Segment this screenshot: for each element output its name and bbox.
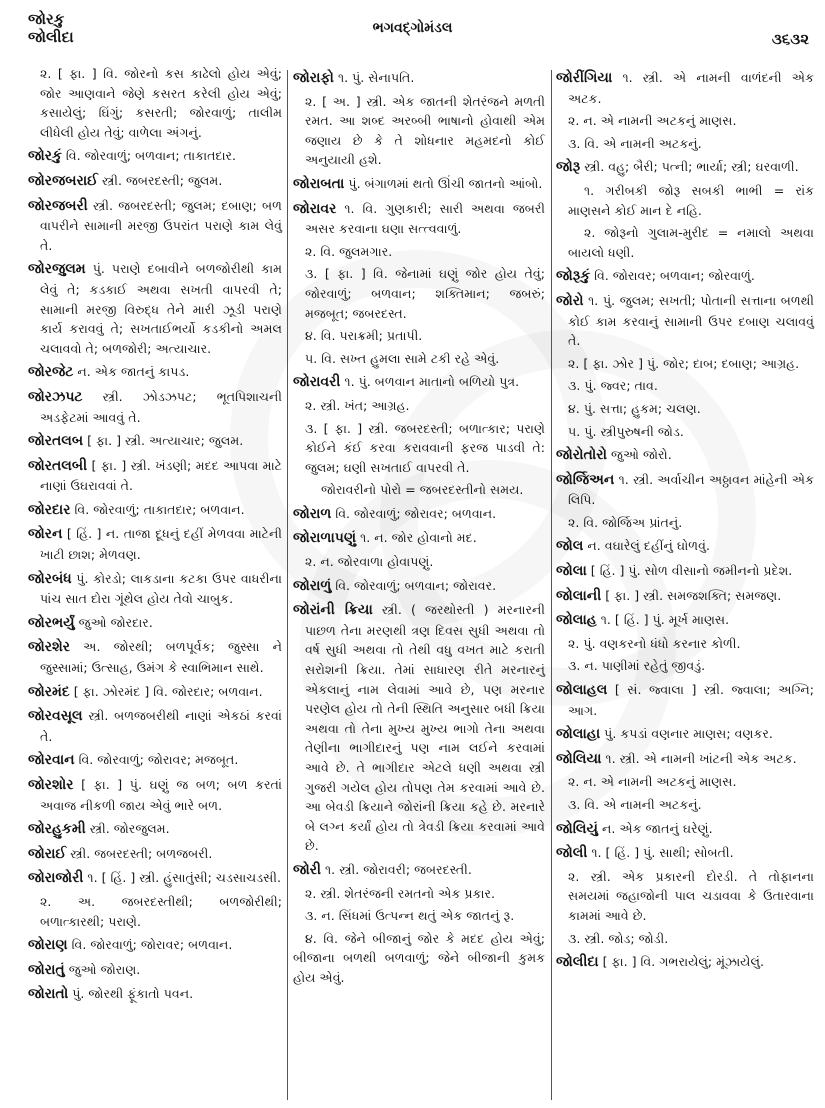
dictionary-entry: [556, 266, 814, 287]
definition-text: ૩. વિ. એ નામની અટકનું.: [568, 797, 702, 812]
headword: જોરભર્યું: [28, 614, 75, 631]
definition-text: ૧. સ્ત્રી. જોરાવરી; જબરદસ્તી.: [325, 861, 472, 877]
dictionary-entry: [28, 682, 282, 703]
headword: જોરમંદ: [28, 683, 70, 700]
definition-text: વિ. જોરવાળું; જોરાવર; મજબૂત.: [78, 752, 239, 768]
definition-text: ૧. પું. જુલમ; સખતી; પોતાની સત્તાના બળથી કોઈ કામ કરવાનું સામાની ઉપર દબાણ ચલાવવું તે.: [568, 292, 814, 349]
column-2: [293, 64, 545, 991]
sense-definition: [556, 867, 814, 926]
dictionary-entry: [28, 935, 282, 956]
dictionary-entry: [556, 724, 814, 745]
sense-definition: [556, 795, 814, 815]
headword: જોરાળ: [293, 505, 332, 522]
dictionary-entry: [293, 600, 545, 856]
sense-definition: [28, 892, 282, 931]
definition-text: ૪. વિ. પરાક્રમી; પ્રતાપી.: [305, 328, 423, 344]
sense-definition: [293, 92, 545, 170]
headword: જોરશેર: [28, 639, 71, 656]
definition-text: વિ. જોરાવર; બળવાન; જોરવાળું.: [594, 268, 755, 284]
sense-definition: [293, 552, 545, 572]
definition-text: ૨. જોરૂનો ગુલામ-મુરીદ = નમાલો અથવા બાયલો ધણી.: [568, 225, 814, 260]
headword: જોરહુકમી: [28, 821, 86, 838]
definition-text: જુઓ જોરદાર.: [78, 614, 153, 630]
dictionary-entry: [28, 362, 282, 383]
definition-text: ૧. સ્ત્રી. અર્વાચીન અઠ્ઠાવન માંહેની એક લિપિ.: [568, 471, 814, 508]
definition-text: ન. વઘારેલું દહીંનું ઘોળવું.: [587, 538, 710, 554]
dictionary-entry: [28, 750, 282, 771]
definition-text: [ હિં. ] ન. તાજા દૂધનું દહીં મેળવવા માટેની ખાટી છાશ; મેળવણ.: [40, 526, 282, 563]
sense-definition: [556, 376, 814, 396]
sense-definition: [556, 399, 814, 419]
definition-text: ૧. સ્ત્રી. એ નામની વાળંદની એક અટક.: [568, 70, 814, 106]
definition-text: ૨. ન. એ નામની અટકનું માણસ.: [568, 774, 737, 790]
definition-text: જોરાવરીનો પોરો = જબરદસ્તીનો સમય.: [321, 482, 524, 498]
headword: જોરાતો: [28, 986, 69, 1003]
dictionary-entry: [28, 706, 282, 746]
dictionary-entry: [28, 171, 282, 192]
definition-text: ૨. સ્ત્રી. એક પ્રકારની દોરડી. તે તોફાનના સમયમાં જહાજોની પાલ ચડાવવા કે ઉતારવાના કામમાં આવે છે.: [568, 868, 814, 923]
definition-text: વિ. જોરવાળું; જોરાવર; બળવાન.: [335, 505, 497, 521]
dictionary-entry: [293, 504, 545, 525]
dictionary-entry: [556, 68, 814, 108]
dictionary-entry: [28, 613, 282, 634]
definition-text: ૨. ન. એ નામની અટકનું માણસ.: [568, 113, 737, 129]
definition-text: ૩. [ ફા. ] સ્ત્રી. જબરદસ્તી; બળાત્કાર; પરાણે કોઈને કંઈ કરવા કરાવવાની ફરજ પાડવી તે: જુલમ; ઘણી સખતાઈ વાપરવી તે.: [305, 420, 545, 475]
definition-text: [ ફા. ] વિ. ગભરાયેલું; મૂંઝાયેલું.: [602, 954, 765, 970]
definition-text: [ ફા. ] પું. ઘણું જ બળ; બળ કરતાં અવાજ નીકળી જાય એવું ભારે બળ.: [40, 777, 282, 813]
column-3: [556, 64, 814, 976]
dictionary-entry: [293, 372, 545, 393]
dictionary-entry: [556, 610, 814, 631]
definition-text: ૧. [ હિં. ] પું. સાથી; સોબતી.: [591, 845, 734, 861]
headword: જોરાઈ: [28, 845, 67, 862]
headword: જોરોતોરો: [556, 447, 608, 464]
headword: જોરી: [293, 861, 321, 878]
definition-text: વિ. જોરવાળું; બળવાન; તાકાતદાર.: [65, 148, 237, 164]
definition-text: ૧. વિ. ગુણકારી; સારી અથવા જબરી અસર કરવાના ઘણા સત્ત્વવાળું.: [305, 200, 545, 237]
sense-definition: [556, 422, 814, 442]
definition-text: સ્ત્રી. જબરદસ્તી; જુલમ.: [101, 172, 223, 188]
headword: જોરૂકું: [556, 268, 591, 285]
dictionary-entry: [556, 952, 814, 973]
usage-example: [556, 181, 814, 220]
definition-text: ૧. [ હિં. ] સ્ત્રી. હુંસાતુંસી; ચડસાચડસી.: [87, 870, 281, 886]
headword: જોરજુલમ: [28, 261, 86, 278]
dictionary-entry: [556, 749, 814, 770]
dictionary-entry: [28, 431, 282, 452]
definition-text: ૨. [ ફા. ઝોર ] પું. જોર; દાબ; દબાણ; આગ્રહ.: [568, 355, 800, 371]
headword: જોર્જિઅન: [556, 471, 615, 488]
dictionary-entry: [28, 868, 282, 889]
definition-text: ૨. વિ. જોર્જિઅ પ્રાંતનું.: [568, 514, 683, 530]
sense-definition: [293, 419, 545, 478]
definition-text: ૧. પું. સેનાપતિ.: [337, 70, 415, 85]
dictionary-entry: [28, 500, 282, 521]
headword: જોરકું: [28, 148, 62, 165]
definition-text: સ્ત્રી. જબરદસ્તી; બળજબરી.: [70, 845, 213, 861]
definition-text: [ ફા. ] સ્ત્રી. ખંડણી; મદદ આપવા માટે નાણાં ઉઘરાવવાં તે.: [40, 457, 282, 494]
dictionary-entry: [28, 819, 282, 840]
headword: જોરજબરી: [28, 197, 88, 214]
definition-text: પું. જોરથી ફૂંકાતો પવન.: [72, 986, 194, 1002]
dictionary-entry: [28, 984, 282, 1005]
dictionary-entry: [293, 528, 545, 549]
definition-text: [ હિં. ] પું. સોળ વીસાનો જમીનનો પ્રદેશ.: [590, 563, 793, 579]
sense-definition: [556, 656, 814, 676]
dictionary-entry: [28, 960, 282, 981]
dictionary-entry: [28, 259, 282, 358]
definition-text: ૩. [ ફા. ] વિ. જેનામાં ઘણું જોર હોય તેવું; જોરવાળું; બળવાન; શક્તિમાન; જબરું; મજબૂત; જબરદસ્ત.: [305, 266, 545, 321]
headword: જોરાણ: [28, 937, 68, 954]
sense-definition: [556, 111, 814, 131]
dictionary-entry: [28, 146, 282, 167]
dictionary-entry: [556, 536, 814, 557]
definition-text: ૨. પું. વણકરનો ધંધો કરનાર કોળી.: [568, 635, 741, 651]
headword: જોરજબરાઈ: [28, 172, 98, 189]
definition-text: ૪. પું. સત્તા; હુકમ; ચલણ.: [568, 400, 701, 416]
definition-text: ૨. [ ફા. ] વિ. જોરનો કસ કાઢેલો હોય એવું; જોર આણવાને જેણે કસરત કરેલી હોય એવું; કસાયેલું; ઘિંગું; કસરતી; જોરવાળું; તાલીમ લીધેલી હોય તેવું; વાળેલા અંગનું.: [40, 66, 282, 140]
column-divider: [551, 70, 552, 1100]
dictionary-entry: [556, 445, 814, 466]
definition-text: ૨. અ. જબરદસ્તીથી; બળજોરીથી; બળાત્કારથી; પરાણે.: [40, 893, 282, 929]
headword: જોરશોર: [28, 777, 74, 793]
definition-text: ૫. પું. સ્ત્રીપુરુષની જોડ.: [568, 423, 684, 439]
headword: જોલાહા: [556, 726, 601, 743]
definition-text: વિ. જોરવાળું; તાકાતદાર; બળવાન.: [74, 501, 245, 517]
definition-text: જુઓ જોરાણ.: [68, 961, 141, 977]
headword: જોરો: [556, 292, 584, 309]
definition-text: [ ફા. ] સ્ત્રી. અત્યાચાર; જુલમ.: [87, 433, 244, 449]
sense-definition: [293, 326, 545, 346]
guide-word-first: જોરકુ: [28, 10, 65, 28]
dictionary-entry: [556, 843, 814, 864]
definition-text: ૩. ન. પાણીમાં રહેતું જીવડું.: [568, 658, 706, 674]
guide-word-last: જોલીદા: [28, 28, 74, 46]
sense-definition: [293, 929, 545, 988]
column-1: [28, 64, 282, 1008]
headword: જોલાહ: [556, 612, 597, 629]
dictionary-entry: [556, 470, 814, 510]
definition-text: સ્ત્રી. બળજબરીથી નાણાં એકઠાં કરવાં તે.: [40, 708, 282, 744]
definition-text: પું. પરાણે દબાવીને બળજોરીથી કામ લેવું તે; કડકાઈ અથવા સખતી વાપરવી તે; સામાની મરજી વિરુદ્ધ તેને મારી ઝૂડી પરાણે કાર્ય કરાવવું તે; સખતાઈભર્યો કડકીનો અમલ ચલાવવો તે; બળજોરી; અત્યાચાર.: [40, 261, 282, 356]
definition-text: ૧. પું. બળવાન માતાનો બળિયો પુત્ર.: [344, 374, 520, 390]
definition-text: સ્ત્રી. ઝોડઝપટ; ભૂતપિશાચની અડફેટમાં આવવું તે.: [40, 388, 282, 425]
dictionary-entry: [556, 291, 814, 351]
headword: જોરતલબી: [28, 457, 88, 474]
definition-text: વિ. જોરવાળું; બળવાન; જોરાવર.: [335, 577, 497, 593]
page-number: ૩૬૩૨: [771, 30, 809, 48]
sense-definition: [293, 349, 545, 369]
definition-text: સ્ત્રી. ( જરથોસ્તી ) મરનારની પાછળ તેના મરણથી ત્રણ દિવસ સુધી અથવા તો વર્ષ સુધી અથવા તો તેથી વધુ વખત માટે કરાતી સરોશની ક્રિયા. તેમાં સાધારણ રીતે મરનારનું એકલાનું નામ લેવામાં આવે છે, પણ મરનાર પરણેલ હોય તો તેની સ્થિતિ અનુસાર બધી ક્રિયા અથવા તો તેના મુખ્ય મુખ્ય ભાગો તેના અથવા તેણીના ભાગીદારનું પણ નામ લઈને કરવામાં આવે છે. તે ભાગીદાર એટલે ધણી અથવા સ્ત્રી ગુજરી ગયેલ હોય તોપણ તેમ કરવામાં આવે છે. આ બેવડી ક્રિયાને જોરાંની ક્રિયા કહે છે. મરનારે બે લગ્ન કર્યાં હોય તો ત્રેવડી ક્રિયા કરવામાં આવે છે.: [305, 602, 545, 854]
definition-text: ૧. [ હિં. ] પું. મૂર્ખ માણસ.: [600, 612, 730, 628]
definition-text: ૩. સ્ત્રી. જોડ; જોડી.: [568, 930, 669, 946]
headword: જોરાવરી: [293, 374, 341, 391]
sense-definition: [293, 396, 545, 416]
headword: જોલાહલ: [556, 682, 608, 699]
headword: જોરન: [28, 526, 63, 543]
definition-text: [ સં. જ્વાલા ] સ્ત્રી. જ્વાલા; અગ્નિ; આગ.: [568, 682, 814, 718]
headword: જોરાજોરી: [28, 870, 84, 887]
headword: જોરતલબ: [28, 433, 84, 450]
definition-text: ૫. વિ. સખ્ત હુમલા સામે ટકી રહે એવું.: [305, 350, 500, 366]
sense-definition: [28, 64, 282, 142]
dictionary-entry: [556, 561, 814, 582]
headword: જોરદાર: [28, 501, 71, 518]
headword: જોરાતું: [28, 961, 65, 978]
definition-text: ૨. ન. જોરવાળા હોવાપણું.: [305, 554, 434, 570]
dictionary-entry: [28, 637, 282, 677]
definition-text: ન. એક જાતનું કાપડ.: [77, 364, 190, 380]
usage-example: [556, 223, 814, 262]
dictionary-entry: [293, 576, 545, 597]
sense-definition: [293, 906, 545, 926]
definition-text: ન. એક જાતનું ઘરેણું.: [601, 820, 713, 836]
dictionary-entry: [28, 569, 282, 609]
definition-text: અ. જોરથી; બળપૂર્વક; જુસ્સા ને જુસ્સામાં; ઉત્સાહ, ઉમંગ કે સ્વાભિમાન સાથે.: [40, 639, 282, 676]
dictionary-entry: [293, 174, 545, 195]
dictionary-entry: [556, 680, 814, 720]
headword: જોરીંગિયા: [556, 70, 613, 86]
headword: જોરઝપટ: [28, 388, 83, 405]
definition-text: ૧. ગરીબકી જોરૂ સબકી ભાભી = રાંક માણસને કોઈ માન દે નહિ.: [568, 182, 814, 218]
headword: જોલિયા: [556, 750, 602, 767]
sense-definition: [293, 884, 545, 904]
sense-definition: [556, 134, 814, 154]
headword: જોરાબતા: [293, 175, 345, 192]
definition-text: સ્ત્રી. વહુ; બૈરી; પત્ની; ભાર્યા; સ્ત્રી; ઘરવાળી.: [584, 159, 799, 175]
dictionary-entry: [28, 387, 282, 427]
sense-definition: [556, 634, 814, 654]
usage-example: [293, 480, 545, 500]
sense-definition: [293, 242, 545, 262]
headword: જોરવાન: [28, 752, 75, 769]
definition-text: ૩. પું. જ્વર; તાવ.: [568, 378, 658, 394]
dictionary-entry: [293, 199, 545, 239]
definition-text: ૨. [ અ. ] સ્ત્રી. એક જાતની શેતરંજને મળતી રમત. આ શબ્દ અરબ્બી ભાષાનો હોવાથી એમ જણાય છે કે તે શોધનાર મહમદનો કોઈ અનુયાયી હશે.: [305, 93, 545, 168]
definition-text: ૪. વિ. જેને બીજાનું જોર કે મદદ હોય એવું; બીજાના બળથી બળવાળું; જેને બીજાની કુમક હોય એવું.: [293, 930, 545, 985]
definition-text: સ્ત્રી. જોરજુલમ.: [89, 821, 170, 837]
headword: જોરાળું: [293, 577, 332, 594]
definition-text: વિ. જોરવાળું; જોરાવર; બળવાન.: [71, 937, 233, 953]
sense-definition: [556, 513, 814, 533]
headword: જોરજેટ: [28, 364, 74, 381]
dictionary-entry: [28, 456, 282, 496]
headword: જોરવસૂલ: [28, 708, 83, 725]
dictionary-entry: [293, 68, 545, 89]
definition-text: પું. કપડાં વણનાર માણસ; વણકર.: [604, 726, 773, 742]
headword: જોલાની: [556, 587, 602, 604]
definition-text: સ્ત્રી. જબરદસ્તી; જુલમ; દબાણ; બળ વાપરીને સામાની મરજી ઉપરાંત પરાણે કામ લેવું તે.: [40, 197, 282, 253]
headword: જોલા: [556, 563, 587, 580]
dictionary-entry: [28, 844, 282, 865]
definition-text: ૧. ન. જોર હોવાનો મદ.: [360, 530, 477, 546]
definition-text: ૨. સ્ત્રી. શેતરંજની રમતનો એક પ્રકાર.: [305, 885, 496, 901]
headword: જોરૂ: [556, 159, 581, 176]
sense-definition: [556, 929, 814, 949]
definition-text: ૩. ન. સિંધમાં ઉત્પન્ન થતું એક જાતનું રૂ.: [305, 908, 515, 924]
column-divider: [287, 70, 288, 1100]
page-title: ભગવદ્ગોમંડલ: [372, 20, 453, 36]
dictionary-entry: [556, 586, 814, 607]
headword: જોરાવર: [293, 200, 337, 217]
dictionary-entry: [556, 157, 814, 178]
definition-text: પું. બંગાળમાં થતો ઊંચી જાતનો આંબો.: [348, 175, 543, 191]
definition-text: પું. કોરડો; લાકડાના કટકા ઉપર વાધરીના પાંચ સાત દોરા ગૂંથેલ હોય તેવો ચાબુક.: [40, 570, 282, 607]
dictionary-entry: [28, 775, 282, 815]
definition-text: જુઓ જોરો.: [611, 447, 672, 463]
headword: જોલ: [556, 538, 584, 555]
definition-text: ૨. સ્ત્રી. ખંત; આગ્રહ.: [305, 397, 410, 413]
sense-definition: [556, 772, 814, 792]
definition-text: ૩. વિ. એ નામની અટકનું.: [568, 135, 702, 151]
headword: જોરાંની ક્રિયા: [293, 602, 373, 619]
headword: જોરાળાપણું: [293, 530, 357, 547]
headword: જોરાફો: [293, 70, 334, 86]
sense-definition: [293, 264, 545, 323]
definition-text: ૨. વિ. જુલમગાર.: [305, 243, 393, 259]
definition-text: [ ફા. ઝોરમંદ ] વિ. જોરદાર; બળવાન.: [73, 683, 263, 699]
dictionary-entry: [28, 524, 282, 564]
definition-text: ૧. સ્ત્રી. એ નામની ખાંટની એક અટક.: [605, 750, 797, 766]
headword: જોરબંધ: [28, 570, 72, 587]
dictionary-entry: [556, 819, 814, 840]
dictionary-entry: [28, 196, 282, 256]
headword: જોલીદા: [556, 954, 599, 971]
headword: જોલી: [556, 845, 588, 862]
definition-text: [ ફા. ] સ્ત્રી. સમજશક્તિ; સમજણ.: [605, 587, 782, 603]
sense-definition: [556, 354, 814, 374]
headword: જોલિયું: [556, 820, 598, 837]
dictionary-entry: [293, 860, 545, 881]
